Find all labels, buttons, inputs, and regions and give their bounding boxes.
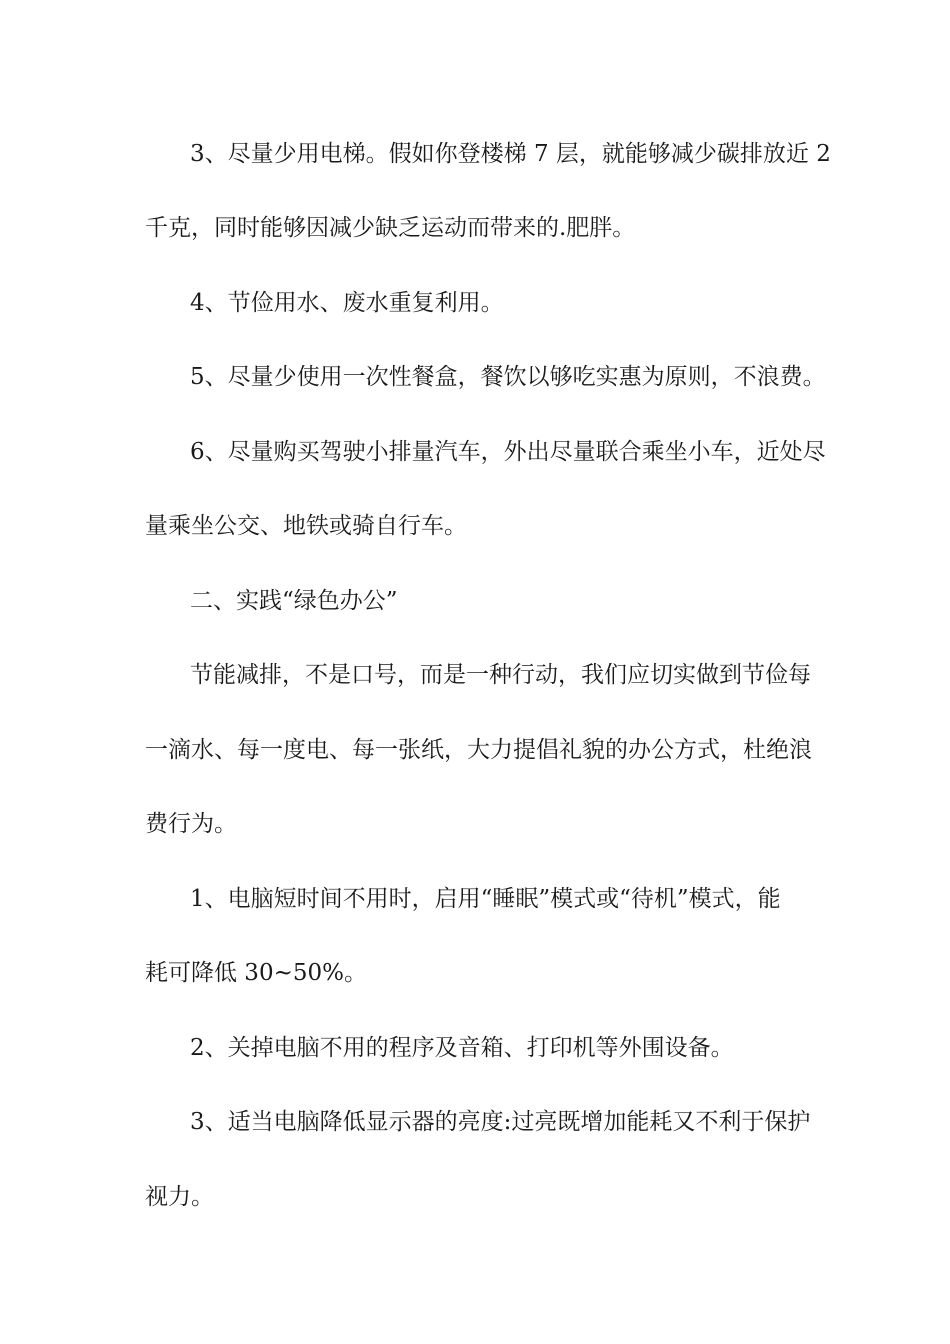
text-line: 3、尽量少用电梯。假如你登楼梯 7 层，就能够减少碳排放近 2 (190, 141, 831, 167)
text-line: 千克，同时能够因减少缺乏运动而带来的.肥胖。 (145, 215, 636, 241)
text-line: 费行为。 (145, 811, 237, 837)
text-line: 一滴水、每一度电、每一张纸，大力提倡礼貌的办公方式，杜绝浪 (145, 737, 812, 763)
text-line: 6、尽量购买驾驶小排量汽车，外出尽量联合乘坐小车，近处尽 (190, 439, 826, 465)
text-line: 3、适当电脑降低显示器的亮度:过亮既增加能耗又不利于保护 (190, 1109, 811, 1135)
section-heading: 二、实践“绿色办公” (190, 588, 398, 614)
text-line: 量乘坐公交、地铁或骑自行车。 (145, 513, 467, 539)
text-line: 耗可降低 30~50%。 (145, 960, 367, 986)
text-line: 节能减排，不是口号，而是一种行动，我们应切实做到节俭每 (190, 662, 811, 688)
text-line: 2、关掉电脑不用的程序及音箱、打印机等外围设备。 (190, 1035, 734, 1061)
text-line: 4、节俭用水、废水重复利用。 (190, 290, 504, 316)
text-line: 5、尽量少使用一次性餐盒，餐饮以够吃实惠为原则，不浪费。 (190, 364, 826, 390)
text-line: 视力。 (145, 1184, 214, 1210)
text-line: 1、电脑短时间不用时，启用“睡眠”模式或“待机”模式，能 (190, 886, 781, 912)
